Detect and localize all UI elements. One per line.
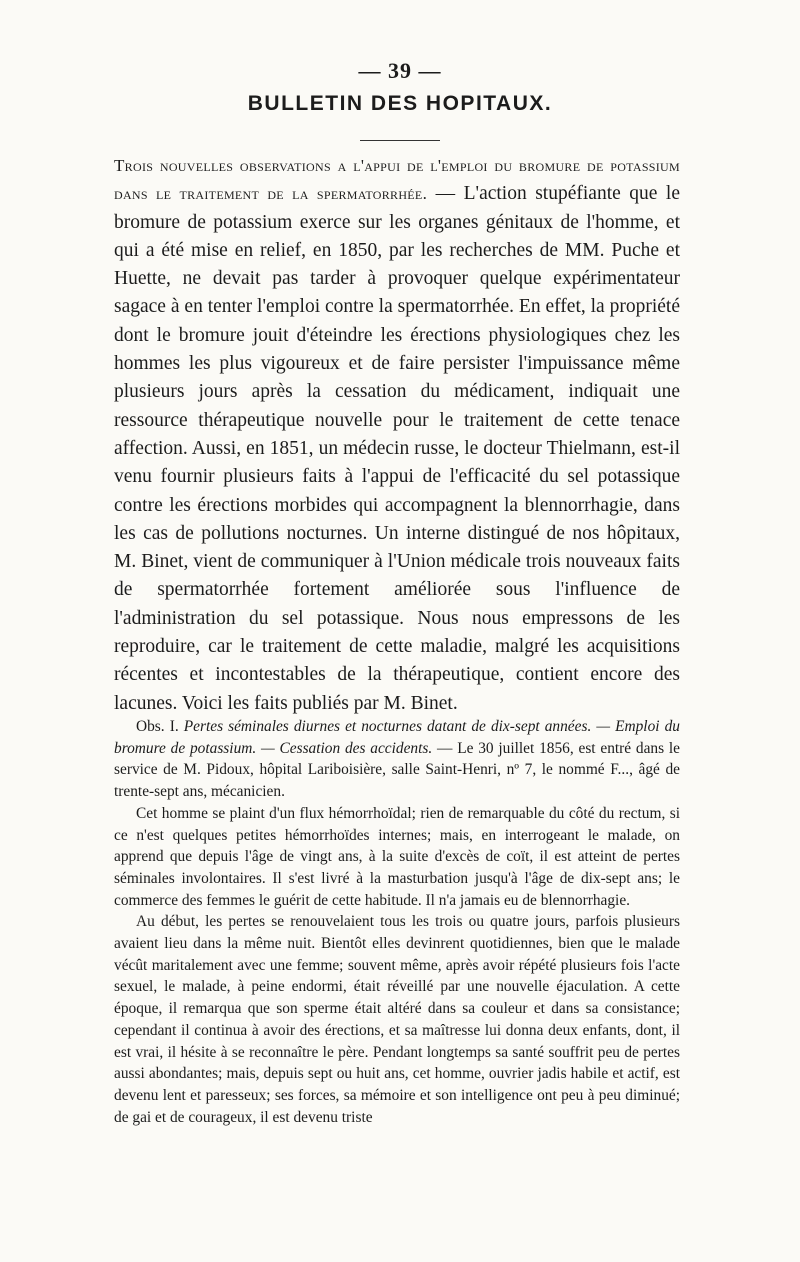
observation-paragraph: Cet homme se plaint d'un flux hémorrhoïdal; rien de remarquable du côté du rectum, si ce n'est quelques petites hémorrhoïdes internes; mais, en interrogeant le malade, on apprend que depuis l'âge de vingt ans, à la suite d'excès de coït, il est atteint de pertes séminales involontaires. Il s'est livré à la masturbation jusqu'à l'âge de dix-sept ans; le commerce des femmes le guérit de cette habitude. Il n'a jamais eu de blennorrhagie. [114, 804, 680, 909]
observation-intro-text: — Le 30 juillet 1856, est entré dans le service de M. Pidoux, hôpital Lariboisière, salle Saint-Henri, nº 7, le nommé F..., âgé de trente-sept ans, mécanicien. [114, 739, 681, 801]
article-text: L'action stupéfiante que le bromure de potassium exerce sur les organes génitaux de l'homme, et qui a été mise en relief, en 1850, par les recherches de MM. Puche et Huette, ne devait pas tarder à provoquer quelque expérimentateur sagace à en tenter l'emploi contre la spermatorrhée. En effet, la propriété dont le bromure jouit d'éteindre les érections physiologiques chez les hommes les plus vigoureux et de faire persister l'impuissance même plusieurs jours après la cessation du médicament, indiquait une ressource thérapeutique nouvelle pour le traitement de cette tenace affection. Aussi, en 1851, un médecin russe, le docteur Thielmann, est-il venu fournir plusieurs faits à l'appui de l'efficacité du sel potassique contre les érections morbides qui accompagnent la blennorrhagie, dans les cas de pollutions nocturnes. Un interne distingué de nos hôpitaux, M. Binet, vient de communiquer à l'Union médicale trois nouveaux faits de spermatorrhée fortement améliorée sous l'influence de l'administration du sel potassique. Nous nous empressons de les reproduire, car le traitement de cette maladie, malgré les acquisitions récentes et incontestables de la thérapeutique, contient encore des lacunes. Voici les faits publiés par M. Binet. [114, 183, 680, 714]
observation-intro [114, 716, 680, 803]
article-title: Trois nouvelles observations a l'appui de l'emploi du bromure de potassium dans le traitement de la spermatorrhée. [114, 156, 680, 204]
observation-section [114, 716, 680, 1128]
page-number: — 39 — [358, 58, 442, 83]
observation-label: Obs. I. [136, 718, 179, 735]
observation-heading: Pertes séminales diurnes et nocturnes datant de dix-sept années. — Emploi du bromure de potassium. — Cessation des accidents. [114, 718, 680, 757]
observation-paragraph: Au début, les pertes se renouvelaient tous les trois ou quatre jours, parfois plusieurs avaient lieu dans la même nuit. Bientôt elles devinrent quotidiennes, bien que le malade vécût maritalement avec une femme; souvent même, après avoir répété plusieurs fois l'acte sexuel, le malade, à peine endormi, était réveillé par une nouvelle éjaculation. A cette époque, il remarqua que son sperme était altéré dans sa couleur et dans sa consistance; cependant il continua à avoir des érections, et sa maîtresse lui donna deux enfants, dont, il est vrai, il hésite à se reconnaître le père. Pendant longtemps sa santé souffrit peu de pertes aussi abondantes; mais, depuis sept ou huit ans, cet homme, ouvrier jadis habile et actif, est devenu lent et paresseux; ses forces, sa mémoire et son intelligence ont peu à peu diminué; de gai et de courageux, il est devenu triste [114, 913, 680, 1126]
title-dash: — [427, 183, 464, 205]
article-body [114, 152, 680, 718]
running-header: BULLETIN DES HOPITAUX. [247, 92, 553, 115]
header-rule [360, 140, 440, 141]
